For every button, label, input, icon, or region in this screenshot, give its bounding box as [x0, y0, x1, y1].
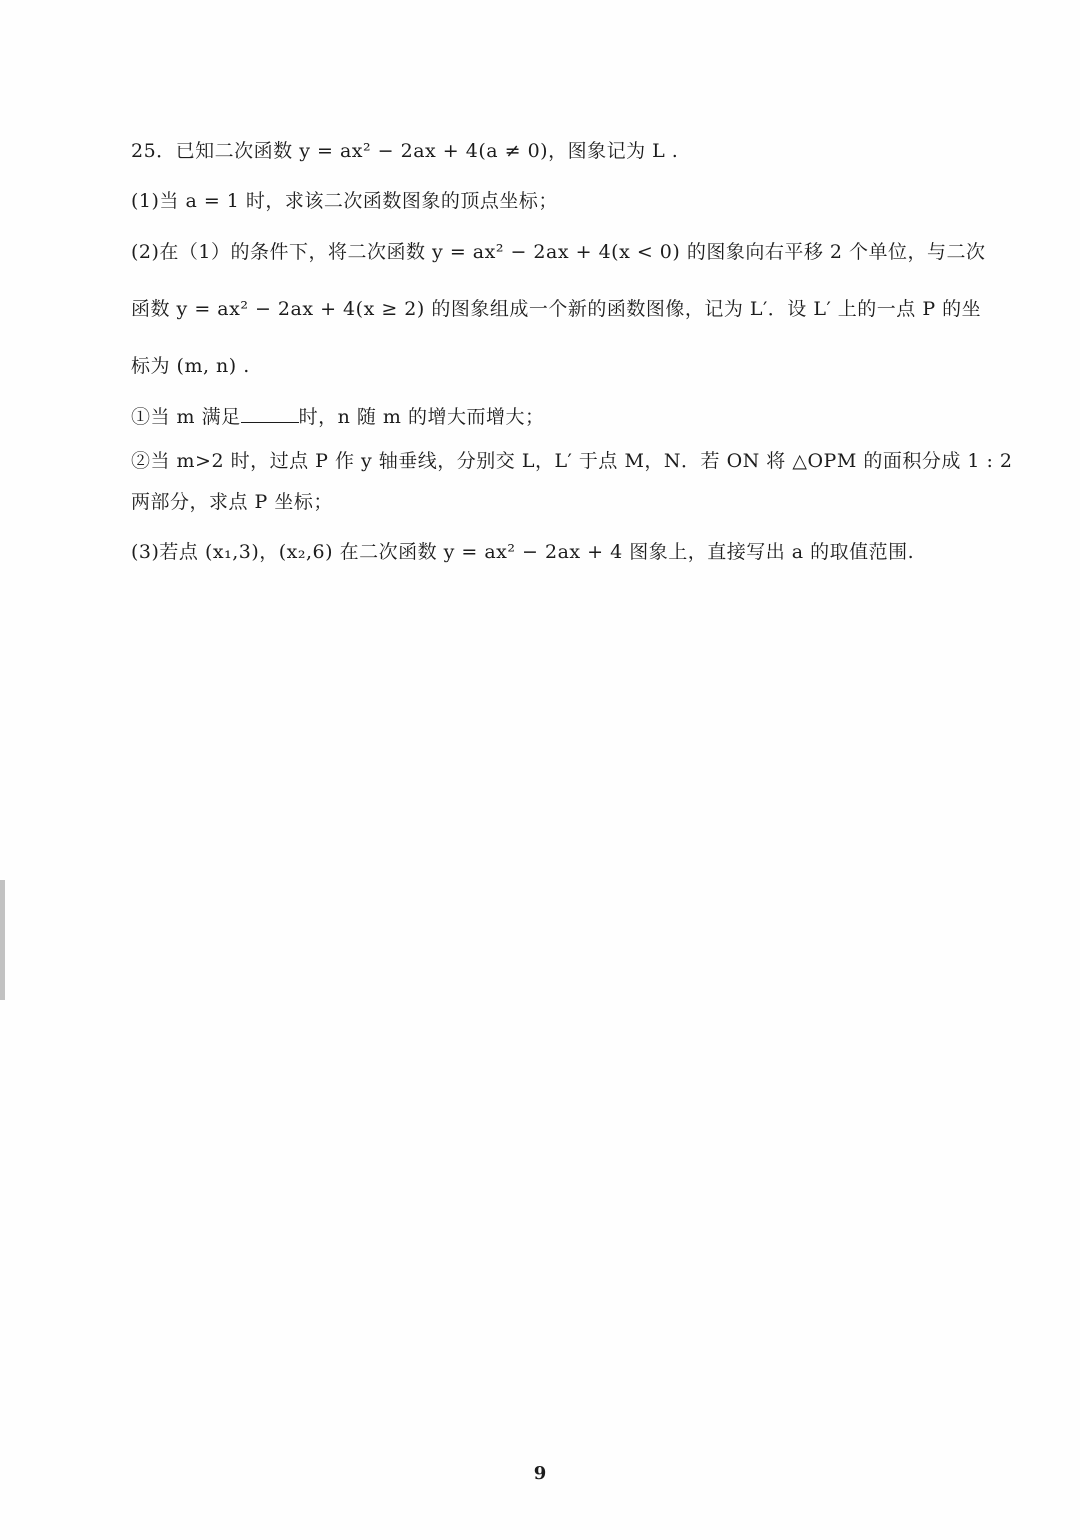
- part-2-question-line-3: 标为 (m, n) .: [131, 355, 250, 377]
- part-1-question: (1)当 a = 1 时，求该二次函数图象的顶点坐标；: [131, 190, 558, 212]
- subquestion-1-text-before: ①当 m 满足: [131, 406, 241, 428]
- part-2-question-line-2: 函数 y = ax² − 2ax + 4(x ≥ 2) 的图象组成一个新的函数图像，记为 L′．设 L′ 上的一点 P 的坐: [131, 298, 982, 320]
- part-2-question-line-1: (2)在（1）的条件下，将二次函数 y = ax² − 2ax + 4(x < 0) 的图象向右平移 2 个单位，与二次: [131, 241, 986, 263]
- part-2-subquestion-2-line-2: 两部分，求点 P 坐标；: [131, 491, 333, 513]
- part-2-subquestion-2-line-1: ②当 m>2 时，过点 P 作 y 轴垂线，分别交 L，L′ 于点 M，N．若 ON 将 △OPM 的面积分成 1 : 2: [131, 450, 1013, 472]
- part-2-subquestion-1: [131, 403, 544, 431]
- answer-blank: [241, 404, 299, 423]
- page-number: 9: [533, 1463, 547, 1484]
- problem-statement: 25．已知二次函数 y = ax² − 2ax + 4(a ≠ 0)，图象记为 L .: [131, 140, 679, 162]
- subquestion-1-text-after: 时，n 随 m 的增大而增大；: [298, 406, 545, 428]
- part-3-question: (3)若点 (x₁,3)，(x₂,6) 在二次函数 y = ax² − 2ax + 4 图象上，直接写出 a 的取值范围.: [131, 541, 915, 563]
- scan-edge-shadow: [0, 880, 5, 1000]
